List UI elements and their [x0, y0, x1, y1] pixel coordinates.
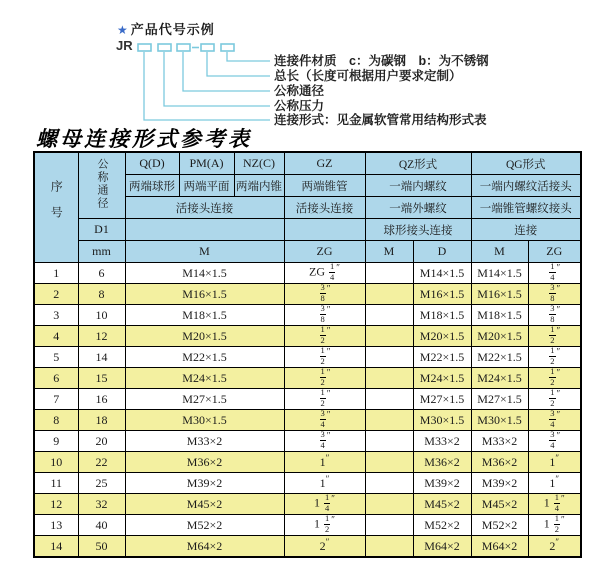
table-row — [34, 389, 581, 410]
cell-qz_d: M24×1.5 — [413, 368, 471, 389]
table-row — [34, 431, 581, 452]
code-box-4 — [201, 44, 214, 51]
inch-mark: ″ — [555, 453, 560, 463]
cell-m: M39×2 — [125, 473, 284, 494]
cell-qg_zg — [528, 431, 581, 452]
cell-mm: 32 — [78, 494, 125, 515]
inch-mark: ″ — [556, 325, 561, 336]
cell-qg_m: M39×2 — [471, 473, 528, 494]
header-cell-mm: mm — [78, 241, 125, 263]
diagram-label-material: 连接件材质 c：为碳钢 b：为不锈钢 — [274, 54, 489, 68]
cell-no: 1 — [34, 263, 78, 284]
cell-qz_m — [365, 431, 413, 452]
cell-mm: 8 — [78, 284, 125, 305]
fraction: $\frac{1}{2}$ — [320, 346, 325, 366]
cell-qg_zg: 1 $\frac{1}{4}$ ″ — [528, 494, 581, 515]
cell-qg_m: M45×2 — [471, 494, 528, 515]
code-box-2 — [158, 44, 171, 51]
cell-mm: 40 — [78, 515, 125, 536]
cell-no: 3 — [34, 305, 78, 326]
header-cell-nz-desc: 两端内锥 — [234, 175, 284, 197]
fraction: $\frac{1}{2}$ — [320, 388, 325, 408]
cell-zg — [284, 347, 365, 368]
cell-qg_zg — [528, 347, 581, 368]
inch-mark: ″ — [326, 346, 331, 357]
cell-qg_zg: 2″ — [528, 536, 581, 558]
cell-qg_m: M20×1.5 — [471, 326, 528, 347]
header-cell-qz-desc2: 一端外螺纹 — [365, 197, 471, 219]
inch-mark: ″ — [326, 430, 331, 441]
fraction: $\frac{1}{2}$ — [554, 514, 559, 534]
header-cell-gz: GZ — [284, 152, 365, 175]
header-cell-pm-desc: 两端平面 — [179, 175, 234, 197]
fraction: $\frac{1}{4}$ — [325, 493, 330, 513]
header-cell-empty-gz — [284, 219, 365, 241]
cell-qz_m — [365, 368, 413, 389]
cell-qz_d: M52×2 — [413, 515, 471, 536]
cell-no: 9 — [34, 431, 78, 452]
diagram-label-connection: 连接形式：见金属软管常用结构形式表 — [274, 113, 487, 127]
code-box-3 — [177, 44, 190, 51]
cell-qz_d: M22×1.5 — [413, 347, 471, 368]
cell-qg_m: M33×2 — [471, 431, 528, 452]
header-cell-d1: D1 — [78, 219, 125, 241]
table-row — [34, 494, 581, 515]
cell-mm: 25 — [78, 473, 125, 494]
cell-qz_m — [365, 473, 413, 494]
inch-mark: ″ — [325, 453, 330, 463]
cell-qg_zg — [528, 284, 581, 305]
table-row — [34, 263, 581, 284]
cell-no: 14 — [34, 536, 78, 558]
table-row — [34, 305, 581, 326]
header-cell-qg-conn: 连接 — [471, 219, 581, 241]
table-row — [34, 410, 581, 431]
header-cell-qz-d: D — [413, 241, 471, 263]
cell-m: M18×1.5 — [125, 305, 284, 326]
inch-mark: ″ — [326, 388, 331, 399]
cell-qz_d: M18×1.5 — [413, 305, 471, 326]
cell-qz_m — [365, 515, 413, 536]
inch-mark: ″ — [561, 514, 565, 525]
cell-qg_zg: 1″ — [528, 452, 581, 473]
cell-qz_m — [365, 536, 413, 558]
inch-mark: ″ — [325, 537, 330, 547]
fraction: $\frac{1}{2}$ — [325, 514, 330, 534]
cell-qz_m — [365, 410, 413, 431]
fraction: $\frac{3}{4}$ — [550, 409, 555, 429]
cell-mm: 20 — [78, 431, 125, 452]
cell-qg_m: M64×2 — [471, 536, 528, 558]
cell-no: 4 — [34, 326, 78, 347]
fraction: $\frac{3}{8}$ — [550, 283, 555, 303]
cell-mm: 50 — [78, 536, 125, 558]
header-cell-serial — [34, 152, 78, 263]
header-cell-union-connection: 活接头连接 — [125, 197, 284, 219]
inch-mark: ″ — [555, 537, 560, 547]
cell-qz_m — [365, 494, 413, 515]
header-cell-pm: PM(A) — [179, 152, 234, 175]
cell-qg_zg — [528, 326, 581, 347]
cell-qg_zg — [528, 263, 581, 284]
header-cell-zg: ZG — [284, 241, 365, 263]
cell-zg — [284, 284, 365, 305]
cell-no: 7 — [34, 389, 78, 410]
header-cell-qz: QZ形式 — [365, 152, 471, 175]
inch-mark: ″ — [326, 409, 331, 420]
header-cell-q-desc: 两端球形 — [125, 175, 179, 197]
header-row-5 — [34, 241, 581, 263]
fraction: $\frac{3}{8}$ — [550, 304, 555, 324]
diagram-label-length: 总长（长度可根据用户要求定制） — [274, 69, 462, 83]
cell-qz_d: M16×1.5 — [413, 284, 471, 305]
cell-qz_m — [365, 389, 413, 410]
cell-m: M33×2 — [125, 431, 284, 452]
header-cell-gz-conn: 活接头连接 — [284, 197, 365, 219]
header-cell-gz-desc: 两端锥管 — [284, 175, 365, 197]
inch-mark: ″ — [555, 474, 560, 484]
cell-qg_m: M18×1.5 — [471, 305, 528, 326]
cell-no: 13 — [34, 515, 78, 536]
cell-no: 11 — [34, 473, 78, 494]
diagram-heading-text: 产品代号示例 — [130, 22, 215, 37]
cell-qg_m: M27×1.5 — [471, 389, 528, 410]
inch-mark: ″ — [331, 514, 335, 525]
cell-qz_d: M45×2 — [413, 494, 471, 515]
inch-mark: ″ — [556, 304, 561, 315]
cell-qg_zg — [528, 389, 581, 410]
table-row — [34, 326, 581, 347]
table-row — [34, 473, 581, 494]
header-cell-empty-m — [125, 219, 284, 241]
cell-qg_m: M16×1.5 — [471, 284, 528, 305]
cell-qz_d: M33×2 — [413, 431, 471, 452]
inch-mark: ″ — [561, 493, 565, 504]
cell-qz_d: M20×1.5 — [413, 326, 471, 347]
cell-no: 8 — [34, 410, 78, 431]
table-header — [34, 152, 581, 263]
cell-qg_zg — [528, 368, 581, 389]
cell-no: 10 — [34, 452, 78, 473]
cell-qz_d: M30×1.5 — [413, 410, 471, 431]
header-cell-nz: NZ(C) — [234, 152, 284, 175]
cell-qz_m — [365, 452, 413, 473]
cell-zg: 1 $\frac{1}{2}$ ″ — [284, 515, 365, 536]
cell-zg: 2″ — [284, 536, 365, 558]
cell-qg_m: M22×1.5 — [471, 347, 528, 368]
fraction: $\frac{3}{8}$ — [320, 283, 325, 303]
inch-mark: ″ — [326, 367, 331, 378]
cell-zg: 1″ — [284, 452, 365, 473]
diagram-label-diameter: 公称通径 — [274, 84, 325, 98]
cell-mm: 10 — [78, 305, 125, 326]
diagram-label-pressure: 公称压力 — [274, 99, 325, 113]
cell-qz_d: M39×2 — [413, 473, 471, 494]
cell-no: 6 — [34, 368, 78, 389]
cell-zg — [284, 431, 365, 452]
fraction: $\frac{1}{2}$ — [320, 367, 325, 387]
cell-qg_m: M24×1.5 — [471, 368, 528, 389]
cell-m: M64×2 — [125, 536, 284, 558]
cell-zg: 1 $\frac{1}{4}$ ″ — [284, 494, 365, 515]
inch-mark: ″ — [326, 304, 331, 315]
fraction: $\frac{3}{4}$ — [550, 430, 555, 450]
cell-qz_m — [365, 326, 413, 347]
header-cell-q: Q(D) — [125, 152, 179, 175]
cell-m: M20×1.5 — [125, 326, 284, 347]
cell-qg_zg — [528, 305, 581, 326]
star-icon: ★ — [117, 23, 129, 37]
header-cell-qg-desc2: 一端锥管螺纹接头 — [471, 197, 581, 219]
cell-no: 12 — [34, 494, 78, 515]
cell-zg: 1″ — [284, 473, 365, 494]
cell-mm: 14 — [78, 347, 125, 368]
cell-qz_m — [365, 263, 413, 284]
fraction: $\frac{3}{8}$ — [320, 304, 325, 324]
cell-mm: 6 — [78, 263, 125, 284]
cell-zg — [284, 305, 365, 326]
cell-m: M16×1.5 — [125, 284, 284, 305]
cell-mm: 22 — [78, 452, 125, 473]
leader-line-length — [207, 52, 270, 76]
fraction: $\frac{1}{2}$ — [550, 388, 555, 408]
table-row — [34, 515, 581, 536]
fraction: $\frac{3}{4}$ — [320, 409, 325, 429]
header-cell-qg-desc1: 一端内螺纹活接头 — [471, 175, 581, 197]
cell-zg — [284, 410, 365, 431]
inch-mark: ″ — [325, 474, 330, 484]
header-cell-qz-conn: 球形接头连接 — [365, 219, 471, 241]
cell-mm: 16 — [78, 389, 125, 410]
header-cell-qg-m: M — [471, 241, 528, 263]
cell-m: M30×1.5 — [125, 410, 284, 431]
cell-m: M36×2 — [125, 452, 284, 473]
cell-zg — [284, 389, 365, 410]
cell-m: M27×1.5 — [125, 389, 284, 410]
fraction: $\frac{1}{2}$ — [320, 325, 325, 345]
cell-qg_m: M14×1.5 — [471, 263, 528, 284]
header-cell-m: M — [125, 241, 284, 263]
cell-qg_zg — [528, 410, 581, 431]
cell-qg_zg: 1 $\frac{1}{2}$ ″ — [528, 515, 581, 536]
cell-m: M24×1.5 — [125, 368, 284, 389]
fraction: $\frac{1}{4}$ — [330, 262, 335, 282]
cell-qg_zg: 1″ — [528, 473, 581, 494]
fraction: $\frac{3}{4}$ — [320, 430, 325, 450]
cell-zg: ZG $\frac{1}{4}$ ″ — [284, 263, 365, 284]
cell-m: M45×2 — [125, 494, 284, 515]
nominal-diameter-label: 公称通径 — [96, 158, 108, 210]
table-row — [34, 284, 581, 305]
cell-qz_d: M27×1.5 — [413, 389, 471, 410]
cell-qz_d: M36×2 — [413, 452, 471, 473]
header-cell-qz-desc1: 一端内螺纹 — [365, 175, 471, 197]
cell-m: M52×2 — [125, 515, 284, 536]
code-box-1 — [138, 44, 151, 51]
inch-mark: ″ — [336, 262, 340, 273]
fraction: $\frac{1}{2}$ — [550, 325, 555, 345]
fraction: $\frac{1}{2}$ — [550, 367, 555, 387]
serial-label: 序号 — [49, 180, 64, 232]
table-row — [34, 452, 581, 473]
cell-qg_m: M30×1.5 — [471, 410, 528, 431]
inch-mark: ″ — [556, 367, 561, 378]
cell-no: 5 — [34, 347, 78, 368]
cell-qg_m: M52×2 — [471, 515, 528, 536]
product-code-prefix: JR — [116, 38, 133, 53]
header-row-4 — [34, 219, 581, 241]
cell-qz_d: M64×2 — [413, 536, 471, 558]
inch-mark: ″ — [556, 262, 561, 273]
inch-mark: ″ — [556, 388, 561, 399]
header-cell-qz-m: M — [365, 241, 413, 263]
diagram-heading — [117, 19, 215, 38]
cell-mm: 15 — [78, 368, 125, 389]
cell-mm: 18 — [78, 410, 125, 431]
cell-qz_m — [365, 305, 413, 326]
cell-qz_m — [365, 347, 413, 368]
cell-qg_m: M36×2 — [471, 452, 528, 473]
code-box-5 — [221, 44, 234, 51]
fraction: $\frac{1}{2}$ — [550, 346, 555, 366]
table-row — [34, 536, 581, 558]
cell-qz_d: M14×1.5 — [413, 263, 471, 284]
leader-line-material — [227, 52, 270, 61]
inch-mark: ″ — [556, 409, 561, 420]
inch-mark: ″ — [331, 493, 335, 504]
fraction: $\frac{1}{4}$ — [550, 262, 555, 282]
reference-table — [33, 151, 582, 558]
inch-mark: ″ — [556, 283, 561, 294]
leader-line-pressure — [164, 52, 270, 106]
inch-mark: ″ — [326, 325, 331, 336]
cell-m: M14×1.5 — [125, 263, 284, 284]
table-body — [34, 263, 581, 558]
cell-zg — [284, 368, 365, 389]
inch-mark: ″ — [556, 346, 561, 357]
cell-zg — [284, 326, 365, 347]
inch-mark: ″ — [556, 430, 561, 441]
cell-mm: 12 — [78, 326, 125, 347]
cell-qz_m — [365, 284, 413, 305]
table-row — [34, 368, 581, 389]
inch-mark: ″ — [326, 283, 331, 294]
header-cell-qg: QG形式 — [471, 152, 581, 175]
cell-m: M22×1.5 — [125, 347, 284, 368]
header-cell-nominal-diameter — [78, 152, 125, 219]
table-row — [34, 347, 581, 368]
header-cell-qg-zg: ZG — [528, 241, 581, 263]
header-row-1 — [34, 152, 581, 175]
cell-no: 2 — [34, 284, 78, 305]
table-title: 螺母连接形式参考表 — [36, 127, 252, 151]
fraction: $\frac{1}{4}$ — [554, 493, 559, 513]
